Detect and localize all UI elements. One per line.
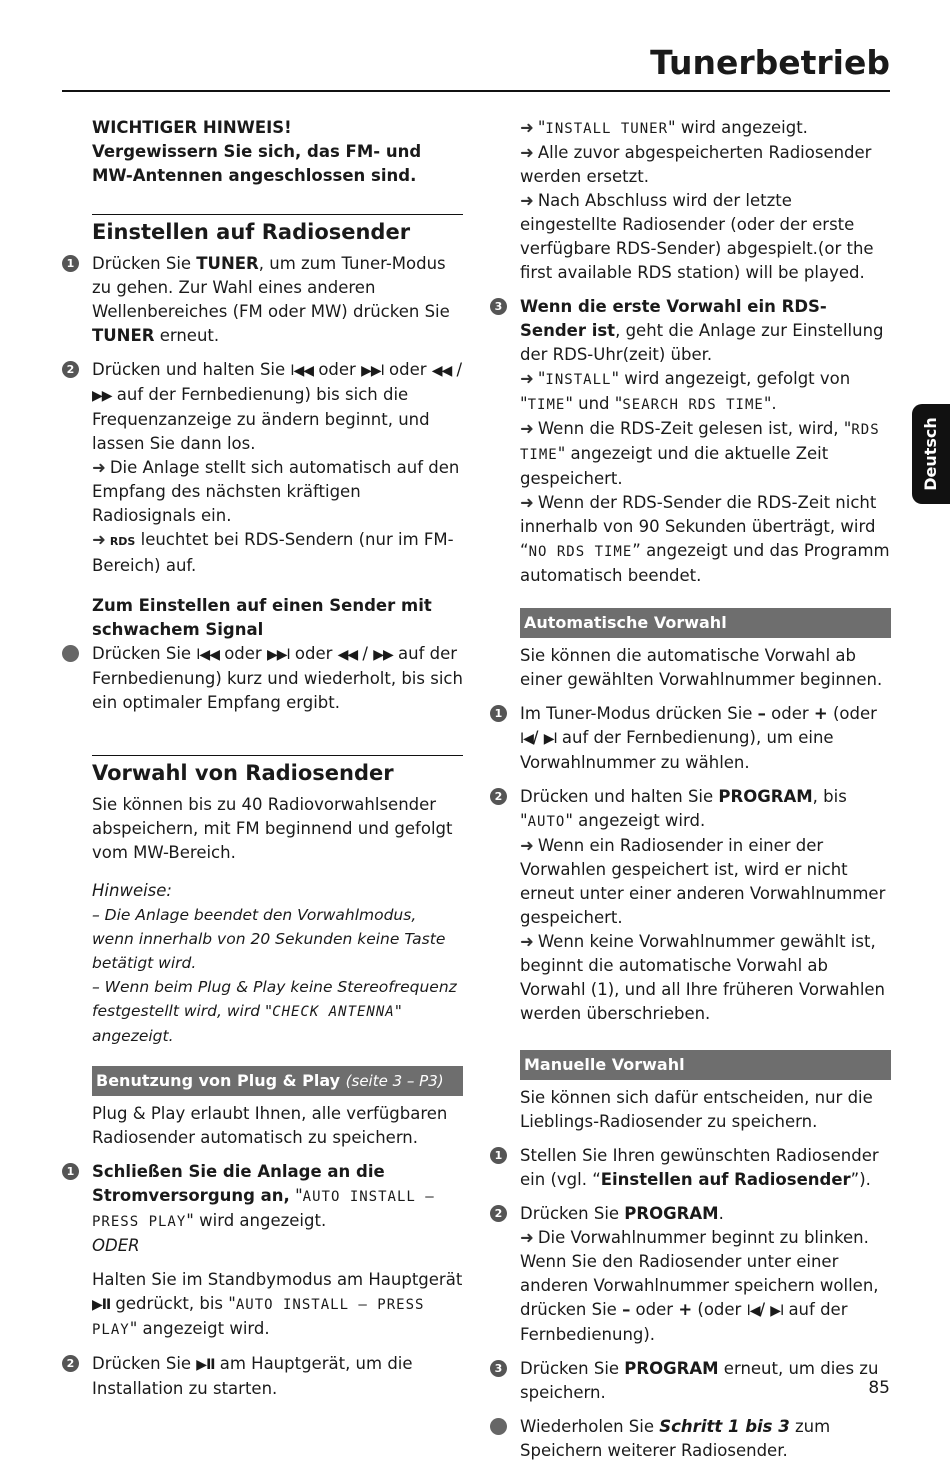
text: Wenn die RDS-Zeit gelesen ist, wird, " <box>537 419 852 438</box>
text: Drücken Sie <box>92 254 197 273</box>
next-icon: ▶▶I <box>266 647 290 663</box>
step-number-2: 2 <box>490 1205 507 1222</box>
lcd-text: RDS TIME <box>520 422 880 463</box>
right-column <box>494 116 891 1473</box>
lcd-text: AUTO INSTALL – PRESS PLAY <box>92 1297 425 1338</box>
text: oder <box>630 1300 679 1319</box>
text: " angezeigt und die aktuelle Zeit gespeichert. <box>520 444 829 488</box>
text: Einstellen auf Radiosender <box>600 1170 851 1189</box>
text: Drücken Sie <box>520 1359 625 1378</box>
arrow-icon: ➜ <box>92 458 106 477</box>
language-tab <box>912 404 950 504</box>
text: / <box>532 728 544 747</box>
text: auf der Fernbedienung), um eine Vorwahlnummer zu wählen. <box>520 728 834 772</box>
auto-preset-intro: Sie können die automatische Vorwahl ab einer gewählten Vorwahlnummer beginnen. <box>520 646 883 689</box>
text: Wiederholen Sie <box>520 1417 660 1436</box>
result-line <box>520 491 891 588</box>
manual-step-2-more <box>520 1250 891 1347</box>
manual-preset-intro: Sie können sich dafür entscheiden, nur die Lieblings-Radiosender zu speichern. <box>520 1088 873 1131</box>
text: " wird angezeigt. <box>668 118 808 137</box>
result-line <box>92 528 463 578</box>
manual-step-3 <box>494 1357 891 1405</box>
previous-icon: I◀ <box>746 1303 760 1319</box>
notice-text: Vergewissern Sie sich, das FM- und MW-Antennen angeschlossen sind. <box>92 142 422 185</box>
arrow-icon: ➜ <box>92 530 106 549</box>
previous-icon: I◀◀ <box>290 363 314 379</box>
text: zum Speichern weiterer Radiosender. <box>520 1417 831 1460</box>
lcd-text: CHECK ANTENNA <box>272 1004 395 1020</box>
arrow-icon: ➜ <box>520 836 534 855</box>
important-notice <box>92 116 463 188</box>
text: " angezeigt. <box>92 1002 402 1045</box>
result-line <box>520 189 891 285</box>
next-icon: ▶I <box>543 731 557 747</box>
text: Halten Sie im Standbymodus am Hauptgerät <box>92 1270 463 1289</box>
text: " <box>537 369 546 388</box>
minus-key: – <box>622 1300 631 1319</box>
text: " wird angezeigt. <box>186 1211 327 1230</box>
text: Im Tuner-Modus drücken Sie <box>520 704 758 723</box>
manual-preset-bar: Manuelle Vorwahl <box>520 1050 891 1080</box>
text: " wird angezeigt, gefolgt von " <box>520 369 851 413</box>
manual-step-1 <box>494 1144 891 1192</box>
text: ” angezeigt und das Programm automatisch beendet. <box>520 541 890 585</box>
text: Drücken Sie <box>520 1204 625 1223</box>
lcd-text: NO RDS TIME <box>528 544 633 560</box>
key-label: TUNER <box>92 326 155 345</box>
text: Die Anlage stellt sich automatisch auf den Empfang des nächsten kräftigen Radiosignals ein. <box>92 458 460 525</box>
bar-note: (seite 3 – P3) <box>345 1072 444 1090</box>
step-number-2: 2 <box>490 788 507 805</box>
forward-icon: ▶▶ <box>373 647 393 663</box>
text: " angezeigt wird. <box>565 811 706 830</box>
bar-title: Benutzung von Plug & Play <box>96 1071 341 1090</box>
notice-title: WICHTIGER HINWEIS! <box>92 118 292 137</box>
text: , geht die Anlage zur Einstellung der RDS-Uhr(zeit) über. <box>520 321 884 364</box>
rds-indicator: RDS <box>109 535 136 548</box>
result-line <box>520 417 891 491</box>
arrow-icon: ➜ <box>520 493 534 512</box>
weak-signal-heading: Zum Einstellen auf einen Sender mit schwachem Signal <box>92 596 432 639</box>
arrow-icon: ➜ <box>520 1228 534 1247</box>
plug-play-intro: Plug & Play erlaubt Ihnen, alle verfügbaren Radiosender automatisch zu speichern. <box>92 1104 448 1147</box>
arrow-icon: ➜ <box>520 118 534 137</box>
text: oder <box>218 644 267 663</box>
step-number-2: 2 <box>62 361 79 378</box>
arrow-icon: ➜ <box>520 143 534 162</box>
bullet-dot <box>490 1418 507 1435</box>
auto-preset-bar: Automatische Vorwahl <box>520 608 891 638</box>
preset-section <box>66 755 463 1401</box>
tuning-heading: Einstellen auf Radiosender <box>92 220 411 244</box>
text: (oder <box>827 704 877 723</box>
install-results <box>520 116 891 285</box>
previous-icon: I◀◀ <box>196 647 219 663</box>
text: Drücken Sie <box>92 644 197 663</box>
result-line <box>520 116 891 141</box>
text: , um zum Tuner-Modus zu gehen. Zur Wahl eines anderen Wellenbereiches (FM oder MW) drücken Sie <box>92 254 450 321</box>
next-icon: ▶I <box>770 1303 784 1319</box>
lcd-text: SEARCH RDS TIME <box>622 397 764 413</box>
text: Wenn ein Radiosender in einer der Vorwahlen gespeichert ist, wird er nicht erneut unter einer anderen Vorwahlnummer gespeichert. <box>520 836 886 927</box>
preset-intro: Sie können bis zu 40 Radiovorwahlsender abspeichern, mit FM beginnend und gefolgt vom MW-Bereich. <box>92 795 453 862</box>
weak-signal-step <box>92 642 463 715</box>
text: / <box>451 360 463 379</box>
page-number: 85 <box>868 1378 890 1398</box>
lcd-text: AUTO INSTALL – PRESS PLAY <box>92 1189 435 1230</box>
result-line <box>520 367 891 417</box>
text: Alle zuvor abgespeicherten Radiosender werden ersetzt. <box>520 143 872 186</box>
auto-step-1 <box>494 702 891 775</box>
text: " <box>537 118 546 137</box>
next-icon: ▶▶I <box>361 363 384 379</box>
text: Die Vorwahlnummer beginnt zu blinken. <box>537 1228 869 1247</box>
text: Drücken und halten Sie <box>92 360 291 379</box>
step-number-1: 1 <box>62 1163 79 1180</box>
tuning-step-2 <box>66 358 463 578</box>
text: leuchtet bei RDS-Sendern (nur im FM-Bereich) auf. <box>92 530 454 575</box>
key-label: PROGRAM <box>624 1359 719 1378</box>
text: oder <box>383 360 432 379</box>
language-tab-label: Deutsch <box>921 417 940 491</box>
left-column <box>66 116 463 1411</box>
step-number-2: 2 <box>62 1355 79 1372</box>
preset-heading: Vorwahl von Radiosender <box>92 761 394 785</box>
text: erneut. <box>154 326 220 345</box>
lcd-text: INSTALL <box>545 372 612 388</box>
result-line <box>520 1226 891 1250</box>
manual-step-repeat <box>520 1415 891 1463</box>
plug-step-1 <box>66 1160 463 1258</box>
text: (oder <box>692 1300 747 1319</box>
forward-icon: ▶▶ <box>92 388 112 404</box>
text: Drücken und halten Sie <box>520 787 719 806</box>
step-number-1: 1 <box>490 705 507 722</box>
text: ". <box>763 394 777 413</box>
hint-2 <box>92 975 463 1048</box>
text: Schließen Sie die Anlage an die Stromversorgung an, <box>92 1162 385 1205</box>
text: Schritt 1 bis 3 <box>659 1417 790 1436</box>
text: , bis " <box>520 787 847 830</box>
lcd-text: AUTO <box>527 814 566 830</box>
result-line <box>520 930 891 1026</box>
text: am Hauptgerät, um die Installation zu starten. <box>92 1354 413 1398</box>
text: oder <box>313 360 362 379</box>
text: " und " <box>565 394 623 413</box>
page-title: Tunerbetrieb <box>650 43 890 82</box>
hint-1: – Die Anlage beendet den Vorwahlmodus, wenn innerhalb von 20 Sekunden keine Taste betätigt wird. <box>92 906 446 972</box>
arrow-icon: ➜ <box>520 369 534 388</box>
lcd-text: INSTALL TUNER <box>545 121 668 137</box>
text: . <box>718 1204 724 1223</box>
minus-key: – <box>757 704 766 723</box>
result-line <box>520 834 891 930</box>
text: oder <box>765 704 814 723</box>
text: / <box>759 1300 771 1319</box>
text: Wenn keine Vorwahlnummer gewählt ist, beginnt die automatische Vorwahl ab Vorwahl (1), und all Ihre früheren Vorwahlen werden überschrieben. <box>520 932 886 1023</box>
plus-key: + <box>678 1300 693 1319</box>
text: Wenn die erste Vorwahl ein RDS-Sender ist <box>520 297 827 340</box>
hints-title: Hinweise: <box>92 881 172 900</box>
bullet-dot <box>62 645 79 662</box>
text: gedrückt, bis " <box>110 1294 236 1313</box>
plug-play-bar <box>92 1066 463 1096</box>
text: Nach Abschluss wird der letzte eingestellte Radiosender (oder der erste verfügbare RDS-Sender) abgespielt.(or the first available RDS station) will be played. <box>520 191 874 282</box>
step-number-3: 3 <box>490 1360 507 1377</box>
step-number-1: 1 <box>490 1147 507 1164</box>
text: " <box>289 1186 303 1205</box>
text: Wenn der RDS-Sender die RDS-Zeit nicht innerhalb von 90 Sekunden überträgt, wird “ <box>520 493 877 560</box>
previous-icon: I◀ <box>520 731 533 747</box>
result-line <box>520 141 891 189</box>
text: / <box>357 644 374 663</box>
play-pause-icon: ▶II <box>92 1297 111 1313</box>
manual-step-2 <box>494 1202 891 1347</box>
key-label: PROGRAM <box>718 787 813 806</box>
lcd-text: TIME <box>527 397 566 413</box>
arrow-icon: ➜ <box>520 419 534 438</box>
key-label: TUNER <box>196 254 259 273</box>
plus-key: + <box>813 704 828 723</box>
auto-step-2 <box>494 785 891 1026</box>
rewind-icon: ◀◀ <box>337 647 358 663</box>
text: auf der Fernbedienung). <box>520 1300 848 1344</box>
text: – Wenn beim Plug & Play keine Stereofrequenz festgestellt wird, wird " <box>92 978 457 1020</box>
step-number-3: 3 <box>490 298 507 315</box>
text: Stellen Sie Ihren gewünschten Radiosender ein (vgl. “ <box>520 1146 879 1189</box>
text: Drücken Sie <box>92 1354 197 1373</box>
play-pause-icon: ▶II <box>196 1357 215 1373</box>
key-label: PROGRAM <box>624 1204 719 1223</box>
rewind-icon: ◀◀ <box>431 363 452 379</box>
text: Wenn Sie den Radiosender unter einer anderen Vorwahlnummer speichern wollen, drücken Sie <box>520 1252 879 1319</box>
title-rule <box>62 90 890 92</box>
text: " angezeigt wird. <box>129 1319 270 1338</box>
tuning-step-1 <box>66 252 463 348</box>
text: auf der Fernbedienung) kurz und wiederholt, bis sich ein optimaler Empfang ergibt. <box>92 644 463 712</box>
text: erneut, um dies zu speichern. <box>520 1359 879 1402</box>
plug-step-3 <box>494 295 891 588</box>
plug-alt <box>92 1268 463 1342</box>
step-number-1: 1 <box>62 255 79 272</box>
tuning-section <box>66 214 463 715</box>
text: ”). <box>850 1170 871 1189</box>
arrow-icon: ➜ <box>520 191 534 210</box>
text: oder <box>289 644 338 663</box>
text: auf der Fernbedienung) bis sich die Frequenzanzeige zu ändern beginnt, und lassen Sie dann los. <box>92 385 430 453</box>
arrow-icon: ➜ <box>520 932 534 951</box>
oder-label: ODER <box>92 1236 140 1255</box>
plug-step-2 <box>66 1352 463 1401</box>
result-line <box>92 456 463 528</box>
